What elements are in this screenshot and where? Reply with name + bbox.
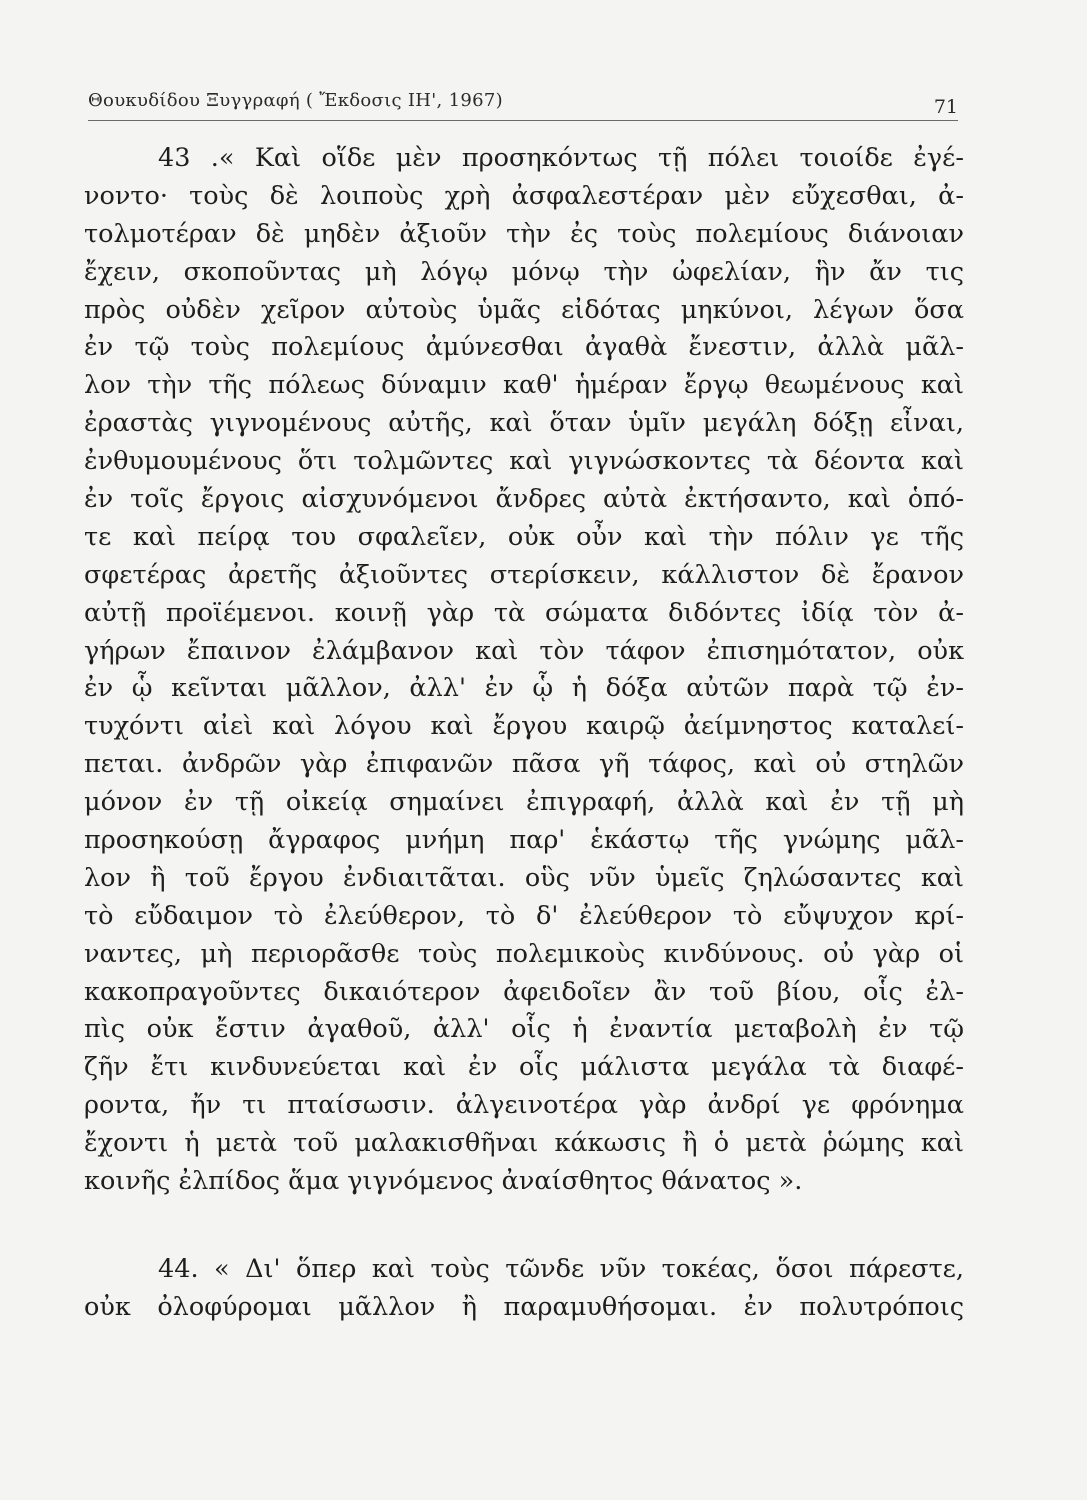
text-line: οὐκ ὀλοφύρομαι μᾶλλον ἢ παραμυθήσομαι. ἐν πολυτρόποις (84, 1291, 964, 1322)
text-line: αὐτῇ προϊέμενοι. κοινῇ γὰρ τὰ σώματα διδόντες ἰδίᾳ τὸν ἀ- (84, 597, 964, 628)
paragraph-43 (84, 140, 964, 1201)
text-line: τολμοτέραν δὲ μηδὲν ἀξιοῦν τὴν ἐς τοὺς πολεμίους διάνοιαν (84, 218, 964, 249)
text-line: ἐνθυμουμένους ὅτι τολμῶντες καὶ γιγνώσκοντες τὰ δέοντα καὶ (84, 446, 964, 477)
text-line: λον ἢ τοῦ ἔργου ἐνδιαιτᾶται. οὓς νῦν ὑμεῖς ζηλώσαντες καὶ (84, 862, 964, 893)
text-line: τε καὶ πείρᾳ του σφαλεῖεν, οὐκ οὖν καὶ τὴν πόλιν γε τῆς (84, 521, 964, 552)
text-line: τὸ εὔδαιμον τὸ ἐλεύθερον, τὸ δ' ἐλεύθερον τὸ εὔψυχον κρί- (84, 900, 964, 931)
text-line: ναντες, μὴ περιορᾶσθε τοὺς πολεμικοὺς κινδύνους. οὐ γὰρ οἱ (84, 938, 964, 969)
text-line: ἐραστὰς γιγνομένους αὐτῆς, καὶ ὅταν ὑμῖν μεγάλη δόξῃ εἶναι, (84, 408, 964, 439)
text-line: πεται. ἀνδρῶν γὰρ ἐπιφανῶν πᾶσα γῆ τάφος, καὶ οὐ στηλῶν (84, 749, 964, 780)
paragraph-44 (84, 1251, 964, 1327)
text-line: ζῆν ἔτι κινδυνεύεται καὶ ἐν οἷς μάλιστα μεγάλα τὰ διαφέ- (84, 1052, 964, 1083)
text-line: νοντο· τοὺς δὲ λοιποὺς χρὴ ἀσφαλεστέραν μὲν εὔχεσθαι, ἀ- (84, 180, 964, 211)
text-line: 44. « Δι' ὅπερ καὶ τοὺς τῶνδε νῦν τοκέας, ὅσοι πάρεστε, (158, 1253, 964, 1284)
text-line: πρὸς οὐδὲν χεῖρον αὐτοὺς ὑμᾶς εἰδότας μηκύνοι, λέγων ὅσα (84, 294, 964, 325)
text-line: προσηκούσῃ ἄγραφος μνήμη παρ' ἑκάστῳ τῆς γνώμης μᾶλ- (84, 825, 964, 856)
text-line: 43 .« Καὶ οἵδε μὲν προσηκόντως τῇ πόλει τοιοίδε ἐγέ- (158, 143, 964, 173)
page-number: 71 (933, 96, 958, 118)
running-head: Θουκυδίδου Ξυγγραφή ( Ἔκδοσις ΙΗ', 1967) (88, 90, 503, 111)
text-line: ἐν τοῖς ἔργοις αἰσχυνόμενοι ἄνδρες αὐτὰ ἐκτήσαντο, καὶ ὁπό- (84, 484, 964, 515)
body-text (84, 140, 964, 1327)
text-line: μόνον ἐν τῇ οἰκείᾳ σημαίνει ἐπιγραφή, ἀλλὰ καὶ ἐν τῇ μὴ (84, 787, 964, 818)
text-line: κακοπραγοῦντες δικαιότερον ἀφειδοῖεν ἂν τοῦ βίου, οἷς ἐλ- (84, 976, 964, 1007)
page-header (88, 84, 958, 121)
text-line: ἔχειν, σκοποῦντας μὴ λόγῳ μόνῳ τὴν ὠφελίαν, ἣν ἄν τις (84, 256, 964, 287)
text-line: γήρων ἔπαινον ἐλάμβανον καὶ τὸν τάφον ἐπισημότατον, οὐκ (84, 635, 964, 666)
text-line: ἐν ᾧ κεῖνται μᾶλλον, ἀλλ' ἐν ᾧ ἡ δόξα αὐτῶν παρὰ τῷ ἐν- (84, 673, 964, 704)
text-line: κοινῆς ἐλπίδος ἅμα γιγνόμενος ἀναίσθητος θάνατος ». (84, 1166, 803, 1197)
paragraph-gap (84, 1201, 964, 1251)
text-line: λον τὴν τῆς πόλεως δύναμιν καθ' ἡμέραν ἔργῳ θεωμένους καὶ (84, 370, 964, 401)
text-line: ἔχοντι ἡ μετὰ τοῦ μαλακισθῆναι κάκωσις ἢ ὁ μετὰ ῥώμης καὶ (84, 1128, 964, 1159)
text-line: πὶς οὐκ ἔστιν ἀγαθοῦ, ἀλλ' οἷς ἡ ἐναντία μεταβολὴ ἐν τῷ (84, 1014, 964, 1045)
text-line: ροντα, ἤν τι πταίσωσιν. ἀλγεινοτέρα γὰρ ἀνδρί γε φρόνημα (84, 1090, 964, 1121)
text-line: τυχόντι αἰεὶ καὶ λόγου καὶ ἔργου καιρῷ ἀείμνηστος καταλεί- (84, 711, 964, 742)
text-line: ἐν τῷ τοὺς πολεμίους ἀμύνεσθαι ἀγαθὰ ἔνεστιν, ἀλλὰ μᾶλ- (84, 332, 964, 363)
text-line: σφετέρας ἀρετῆς ἀξιοῦντες στερίσκειν, κάλλιστον δὲ ἔρανον (84, 559, 964, 590)
